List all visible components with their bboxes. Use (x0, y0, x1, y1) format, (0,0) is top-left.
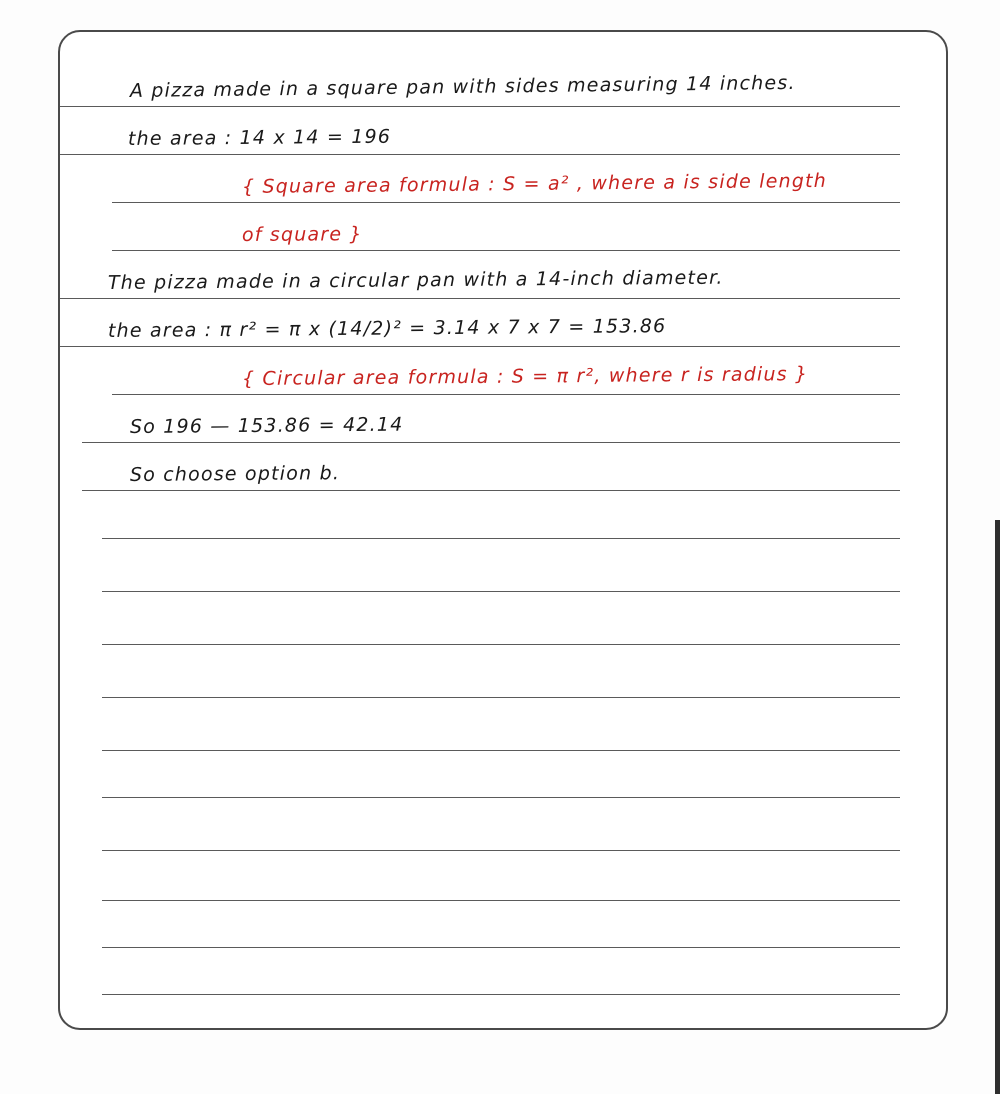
rule-line (102, 591, 900, 592)
rule-line (112, 250, 900, 251)
handwritten-annotation-1 (241, 169, 828, 198)
handwritten-annotation-2 (242, 225, 363, 245)
handwritten-line-5 (107, 266, 724, 294)
handwritten-line-9 (130, 464, 340, 485)
handwritten-annotation-2-text: of square } (241, 223, 363, 246)
rule-line (60, 298, 900, 299)
rule-line (60, 346, 900, 347)
handwritten-line-5-text: The pizza made in a circular pan with a 14-inch diameter. (107, 266, 724, 294)
handwritten-annotation-1-text: { Square area formula : S = a² , where a is side length (241, 169, 828, 198)
rule-line (102, 850, 900, 851)
rule-line (112, 202, 900, 203)
handwritten-annotation-3-text: { Circular area formula : S = π r², where r is radius } (241, 363, 809, 390)
rule-line (102, 538, 900, 539)
handwritten-line-2-text: the area : 14 x 14 = 196 (127, 125, 392, 150)
handwritten-line-8 (129, 413, 404, 438)
handwritten-line-1-text: A pizza made in a square pan with sides measuring 14 inches. (129, 71, 796, 102)
rule-line (102, 697, 900, 698)
rule-line (82, 442, 900, 443)
rule-line (102, 797, 900, 798)
rule-line (60, 106, 900, 107)
rule-line (102, 900, 900, 901)
notebook-sheet (58, 30, 948, 1030)
handwritten-line-1 (129, 71, 796, 102)
handwritten-annotation-3 (242, 365, 809, 389)
rule-line (112, 394, 900, 395)
handwritten-line-9-text: So choose option b. (129, 462, 341, 486)
handwritten-line-2 (127, 125, 392, 150)
handwritten-line-8-text: So 196 — 153.86 = 42.14 (129, 413, 404, 438)
rule-line (82, 490, 900, 491)
handwritten-line-6-text: the area : π r² = π x (14/2)² = 3.14 x 7 x 7 = 153.86 (107, 315, 667, 342)
handwritten-line-6 (108, 317, 667, 341)
rule-line (102, 994, 900, 995)
page-edge-strip (995, 520, 1000, 1094)
rule-line (60, 154, 900, 155)
rule-line (102, 750, 900, 751)
rule-line (102, 644, 900, 645)
rule-line (102, 947, 900, 948)
